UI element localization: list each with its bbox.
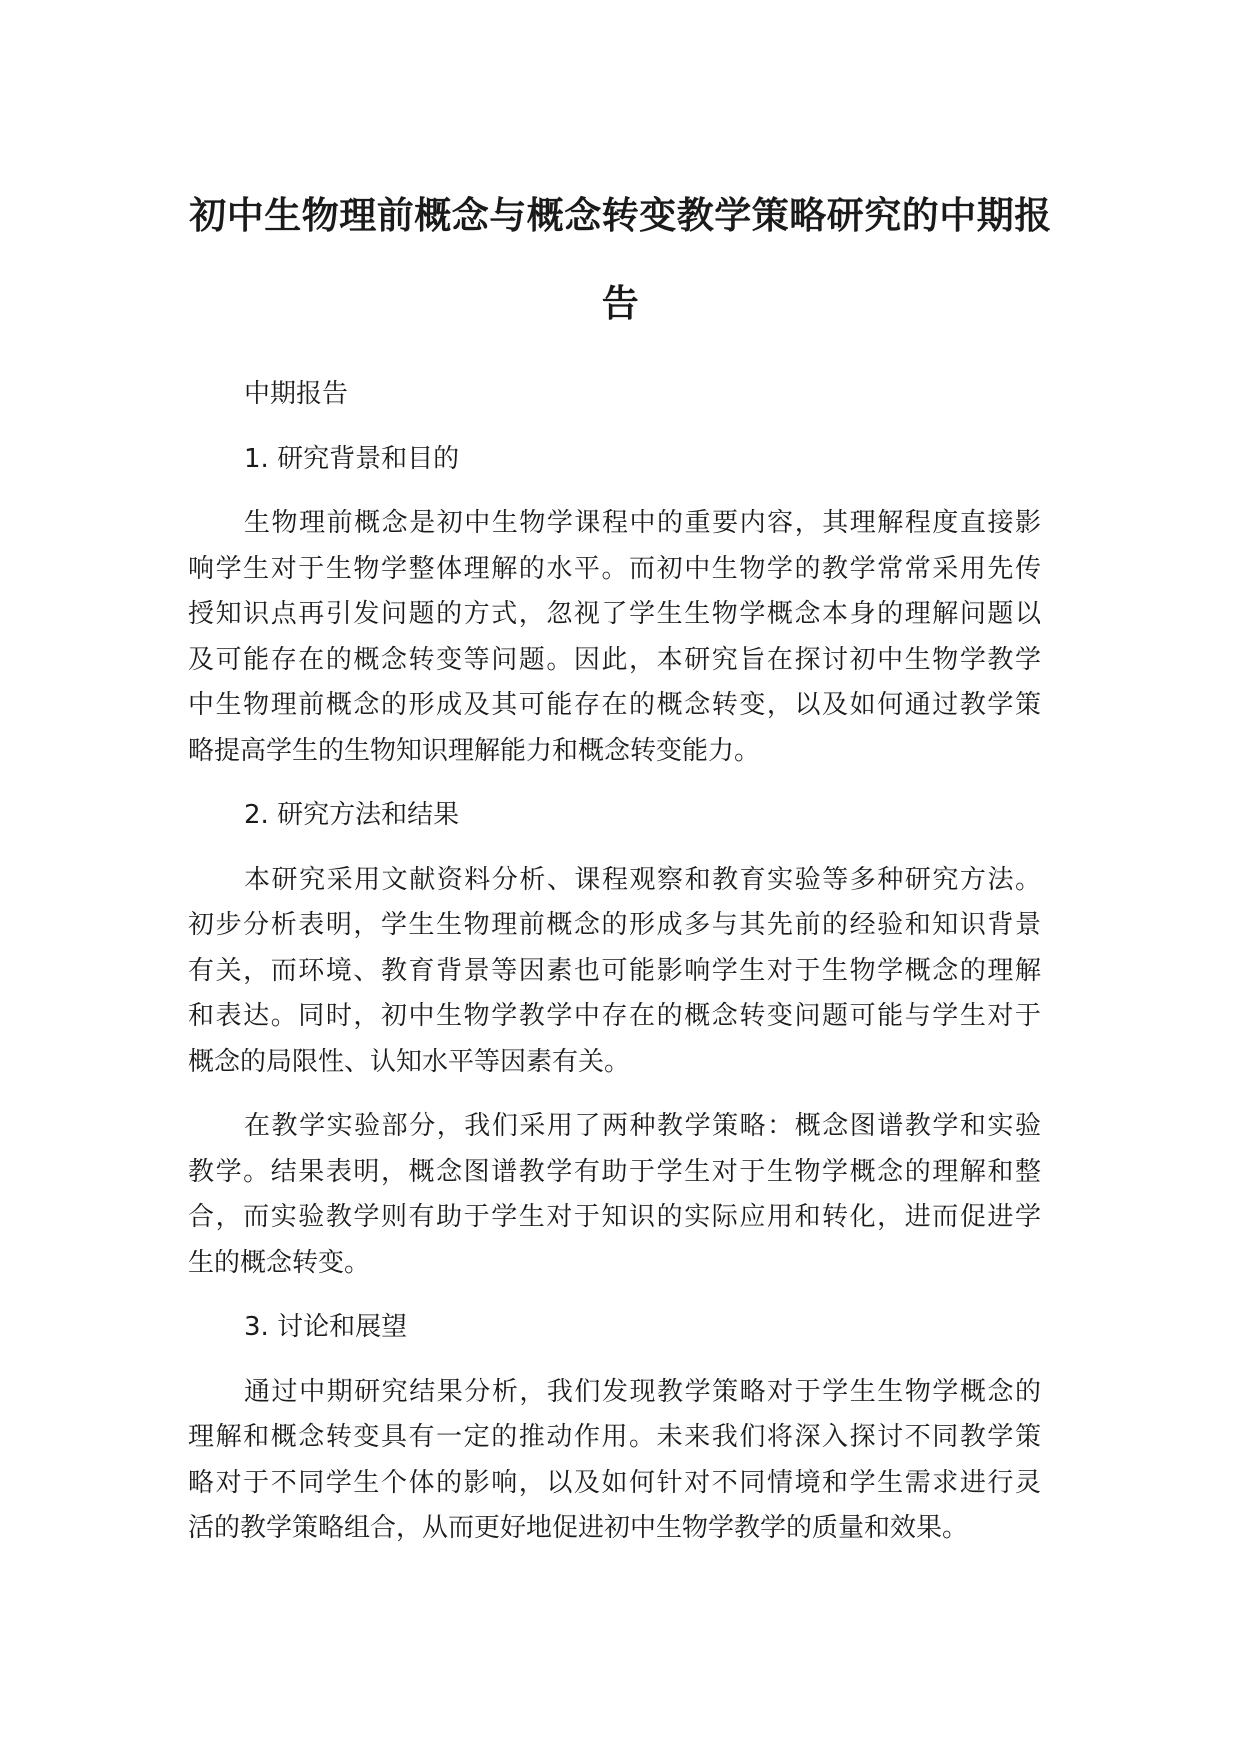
text-line: 通过中期研究结果分析，我们发现教学策略对于学生生物学概念的	[244, 1376, 1041, 1407]
section-1-heading: 1. 研究背景和目的	[244, 443, 460, 474]
text-line: 合，而实验教学则有助于学生对于知识的实际应用和转化，进而促进学	[188, 1202, 1041, 1232]
text-line: 生的概念转变。	[188, 1247, 371, 1278]
document-title: 初中生物理前概念与概念转变教学策略研究的中期报告	[189, 194, 1052, 325]
section-3-heading: 3. 讨论和展望	[244, 1312, 408, 1342]
text-line: 初步分析表明，学生生物理前概念的形成多与其先前的经验和知识背景	[188, 910, 1041, 940]
text-line: 活的教学策略组合，从而更好地促进初中生物学教学的质量和效果。	[188, 1513, 969, 1543]
text-line: 在教学实验部分，我们采用了两种教学策略：概念图谱教学和实验	[244, 1111, 1041, 1141]
text-line: 有关，而环境、教育背景等因素也可能影响学生对于生物学概念的理解	[188, 955, 1041, 986]
section-1-paragraph	[188, 501, 1041, 774]
text-line: 中生物理前概念的形成及其可能存在的概念转变，以及如何通过教学策	[188, 690, 1041, 720]
section-3-paragraph	[188, 1370, 1041, 1552]
text-line: 概念的局限性、认知水平等因素有关。	[188, 1046, 631, 1077]
text-line: 略提高学生的生物知识理解能力和概念转变能力。	[188, 735, 761, 766]
section-2-heading: 2. 研究方法和结果	[244, 800, 460, 830]
text-line: 授知识点再引发问题的方式，忽视了学生生物学概念本身的理解问题以	[188, 599, 1041, 629]
text-line: 响学生对于生物学整体理解的水平。而初中生物学的教学常常采用先传	[188, 553, 1041, 584]
document-body	[188, 372, 1041, 1571]
text-line: 本研究采用文献资料分析、课程观察和教育实验等多种研究方法。	[244, 864, 1041, 895]
report-label: 中期报告	[244, 379, 349, 409]
section-2-paragraph-1	[188, 858, 1041, 1086]
section-2-paragraph-2	[188, 1104, 1041, 1286]
text-line: 教学。结果表明，概念图谱教学有助于学生对于生物学概念的理解和整	[188, 1156, 1041, 1187]
text-line: 及可能存在的概念转变等问题。因此，本研究旨在探讨初中生物学教学	[188, 644, 1041, 675]
text-line: 生物理前概念是初中生物学课程中的重要内容，其理解程度直接影	[244, 508, 1041, 538]
text-line: 略对于不同学生个体的影响，以及如何针对不同情境和学生需求进行灵	[188, 1467, 1041, 1498]
text-line: 和表达。同时，初中生物学教学中存在的概念转变问题可能与学生对于	[188, 1001, 1041, 1031]
text-line: 理解和概念转变具有一定的推动作用。未来我们将深入探讨不同教学策	[188, 1422, 1041, 1452]
